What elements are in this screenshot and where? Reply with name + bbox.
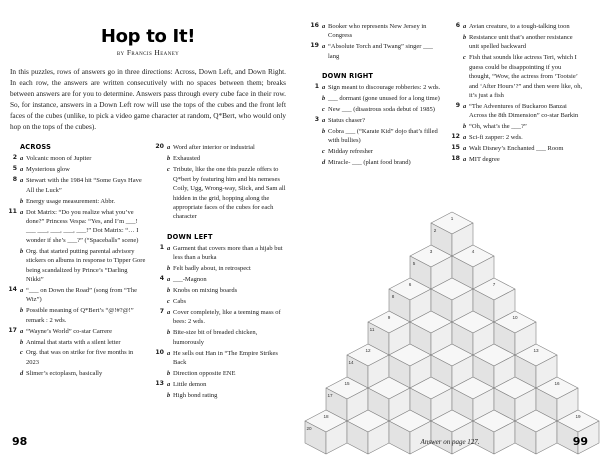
clue-letter: a: [463, 145, 467, 153]
clue-letter: c: [20, 349, 23, 357]
clue-number: [155, 391, 167, 400]
clue-letter: c: [322, 148, 325, 156]
clue-text: Mysterious glow: [26, 166, 70, 174]
clue-number: [155, 297, 167, 306]
clue-column-down-left: [155, 143, 287, 401]
clue-letter: a: [20, 286, 24, 294]
clue-text: Sign meant to discourage robberies: 2 wds.: [328, 84, 441, 92]
clue-letter: b: [167, 265, 171, 273]
intro-paragraph: In this puzzles, rows of answers go in three directions: Across, Down Left, and Down Right. In each row, the answers are written consecutively with no spaces between them; breaks between answers are for you to determine. Answers pass through every cube face in their row. So, for instance, answers in a Down Left row will use the tops of the cubes and the front left faces of the cubes (unlike, to pick a video game character at random, Q*Bert, who would only hop on the tops of the cubes).: [10, 67, 286, 132]
clue-item: [310, 94, 442, 103]
grid-cell-number: 20: [306, 426, 312, 431]
clue-list-down-right-col3: [310, 83, 442, 167]
clue-letter: a: [167, 349, 171, 357]
clue-letter: b: [167, 391, 171, 399]
clue-item: [8, 286, 146, 305]
clue-number: 14: [8, 285, 17, 293]
clue-number: [8, 369, 20, 378]
clue-number: [8, 306, 20, 325]
clue-text: Felt badly about, in retrospect: [173, 265, 251, 273]
clue-number: 17: [8, 326, 17, 334]
clue-item: [155, 165, 287, 222]
clue-text: “Oh, what’s the ___?”: [469, 123, 527, 131]
grid-cell-number: 9: [387, 315, 391, 320]
clue-item: [155, 349, 287, 368]
clue-number: 18: [451, 154, 460, 162]
clue-text: Sci-fi zapper: 2 wds.: [469, 134, 523, 142]
clue-text: Direction opposite ENE: [173, 369, 236, 377]
clue-text: Status chaser?: [328, 116, 366, 124]
clue-text: Possible meaning of Q*Bert’s “@!#?@!” remark : 2 wds.: [26, 307, 134, 324]
clue-item: [8, 208, 146, 246]
clue-item: [8, 369, 146, 378]
clue-item: [451, 122, 583, 131]
clue-column-down-right-b: [451, 22, 583, 166]
clue-number: 7: [159, 307, 164, 315]
clue-text: Org. that started putting parental advisory stickers on albums in response to Tipper Gore being scandalized by Prince’s “Darling Nikki”: [26, 247, 146, 284]
grid-cell-number: 16: [554, 381, 560, 386]
grid-cell-number: 3: [429, 249, 433, 254]
grid-cell-number: 17: [327, 393, 333, 398]
clue-text: ___ dormant (gone unused for a long time): [328, 95, 440, 103]
grid-cell-number: 18: [323, 414, 329, 419]
clue-text: Word after interior or industrial: [173, 144, 255, 152]
clue-letter: a: [20, 327, 24, 335]
clue-letter: b: [20, 247, 24, 255]
clue-text: Animal that starts with a silent letter: [26, 338, 121, 346]
clue-column-across: [8, 143, 146, 379]
clue-text: Resistance unit that’s another resistance unit spelled backward: [469, 33, 573, 51]
clue-letter: b: [167, 155, 171, 163]
clue-item: [8, 348, 146, 367]
clue-item: [8, 327, 146, 336]
clue-number: 4: [159, 275, 164, 283]
clue-item: [451, 53, 583, 100]
clue-letter: b: [463, 123, 467, 131]
clue-number: [8, 338, 20, 347]
clue-number: [310, 127, 322, 146]
byline: by Francis Heaney: [116, 48, 180, 57]
clue-text: Bite-size bit of breaded chicken, humorously: [173, 329, 258, 346]
clue-letter: a: [167, 308, 171, 316]
clue-number: 2: [12, 154, 17, 162]
grid-cell-number: 1: [450, 216, 454, 221]
clue-text: “Absolute Torch and Twang” singer ___ lang: [328, 43, 433, 60]
clue-text: He sells out Han in “The Empire Strikes Back: [173, 349, 278, 366]
clue-letter: a: [322, 116, 326, 124]
clue-text: Volcanic moon of Jupiter: [26, 155, 92, 163]
clue-number: 11: [8, 207, 17, 215]
clue-item: [155, 391, 287, 400]
clue-item: [155, 297, 287, 306]
clue-text: High bond rating: [173, 391, 218, 399]
clue-text: Energy usage measurement: Abbr.: [26, 197, 116, 205]
clue-item: [155, 308, 287, 327]
clue-list-across-col3: [310, 22, 442, 61]
clue-list-down-right-col4: [451, 22, 583, 164]
clue-letter: d: [322, 159, 326, 167]
clue-letter: b: [167, 287, 171, 295]
clue-number: [451, 53, 463, 100]
clue-number: 20: [155, 143, 164, 151]
grid-cell-number: 6: [408, 282, 412, 287]
clue-number: [310, 94, 322, 103]
grid-cell-number: 4: [471, 249, 475, 254]
grid-cell-number: 19: [575, 414, 581, 419]
grid-cell-number: 2: [433, 228, 437, 233]
clue-text: “The Adventures of Buckaroo Banzai Across the 8th Dimension” co-star Barkin: [469, 102, 579, 120]
clue-text: Stewart with the 1984 hit “Some Guys Have All the Luck”: [26, 177, 142, 194]
clue-text: “___ on Down the Road” (song from “The Wiz”): [26, 286, 138, 304]
clue-item: [8, 306, 146, 325]
clue-item: [8, 176, 146, 195]
clue-number: [451, 122, 463, 131]
clue-number: 13: [155, 379, 164, 387]
grid-cell-number: 5: [412, 261, 416, 266]
clue-item: [8, 154, 146, 163]
clue-letter: a: [167, 244, 171, 252]
section-heading-across: ACROSS: [20, 143, 52, 152]
clue-item: [451, 22, 583, 31]
clue-item: [8, 165, 146, 174]
clue-list-down-left: [155, 244, 287, 400]
clue-letter: b: [167, 369, 171, 377]
clue-number: 10: [155, 348, 164, 356]
clue-text: Garment that covers more than a hijab but less than a burka: [173, 244, 283, 262]
clue-text: Booker who represents New Jersey in Congress: [328, 23, 427, 40]
cube-grid-svg[interactable]: [306, 196, 598, 431]
clue-number: 15: [451, 144, 460, 152]
clue-item: [8, 338, 146, 347]
clue-column-down-right-a: [310, 22, 442, 169]
clue-number: [8, 348, 20, 367]
clue-number: [155, 286, 167, 295]
right-clue-columns: [310, 22, 592, 169]
clue-text: Cover completely, like a teeming mass of bees: 2 wds.: [173, 308, 281, 326]
clue-text: Avian creature, to a tough-talking toon: [469, 23, 570, 30]
grid-cell-number: 14: [348, 360, 354, 365]
right-page: [300, 0, 600, 460]
clue-item: [451, 133, 583, 142]
clue-number: 16: [310, 22, 319, 29]
clue-text: Miracle- ___ (plant food brand): [328, 159, 411, 167]
clue-number: [310, 158, 322, 167]
clue-item: [155, 154, 287, 163]
left-clue-columns: [8, 143, 288, 401]
puzzle-grid[interactable]: [306, 196, 598, 431]
clue-number: [8, 247, 20, 285]
clue-letter: b: [167, 329, 171, 337]
clue-text: Dot Matrix: “Do you realize what you’ve done?” Princess Vespa: “Yes, and I’m ___! ___ ___, ___, ___, ___!” Dot Matrix: “… I wonder if she’s ___?” (“Spaceballs” scene): [26, 208, 139, 244]
clue-text: Cobra ___ (“Karate Kid” dojo that’s filled with bullies): [328, 127, 438, 145]
clue-letter: b: [322, 95, 326, 103]
clue-item: [155, 275, 287, 284]
answer-note: Answer on page 127.: [420, 438, 480, 446]
clue-item: [310, 22, 442, 41]
clue-number: [155, 165, 167, 222]
clue-letter: b: [20, 338, 24, 346]
page-title: Hop to It!: [100, 26, 196, 47]
clue-letter: a: [20, 166, 24, 174]
clue-item: [8, 247, 146, 285]
section-heading-down-right: DOWN RIGHT: [322, 72, 374, 81]
clue-item: [8, 197, 146, 206]
clue-letter: a: [322, 43, 326, 51]
page-number-right: 99: [572, 435, 588, 448]
clue-number: [310, 147, 322, 156]
clue-number: [155, 264, 167, 273]
clue-letter: a: [167, 276, 171, 284]
grid-cell-number: 13: [533, 348, 539, 353]
clue-letter: a: [167, 380, 171, 388]
clue-letter: c: [322, 106, 325, 114]
clue-number: [155, 328, 167, 347]
grid-cell-number: 7: [492, 282, 496, 287]
clue-number: 9: [455, 101, 460, 109]
clue-item: [451, 144, 583, 153]
clue-letter: a: [463, 102, 467, 110]
clue-item: [310, 105, 442, 114]
clue-number: 1: [314, 83, 319, 91]
grid-cell-number: 15: [344, 381, 350, 386]
clue-number: [155, 369, 167, 378]
clue-item: [310, 147, 442, 156]
clue-text: ___-Magnon: [173, 276, 207, 284]
clue-letter: a: [20, 155, 24, 163]
clue-letter: c: [167, 297, 170, 305]
clue-item: [310, 116, 442, 125]
clue-text: Little demon: [173, 380, 207, 388]
clue-letter: b: [20, 307, 24, 315]
clue-item: [310, 42, 442, 61]
grid-cell-number: 12: [365, 348, 371, 353]
clue-text: Exhausted: [173, 155, 201, 163]
clue-item: [155, 369, 287, 378]
clue-item: [451, 155, 583, 164]
grid-cell-number: 8: [391, 294, 395, 299]
clue-text: Midday refresher: [328, 148, 373, 156]
clue-number: [8, 197, 20, 206]
clue-text: “Wayne’s World” co-star Carrere: [26, 327, 113, 335]
clue-text: New ___ (disastrous soda debut of 1985): [328, 106, 435, 114]
clue-letter: a: [463, 134, 467, 142]
clue-number: [155, 154, 167, 163]
page-number-left: 98: [12, 435, 28, 448]
clue-letter: b: [20, 197, 24, 205]
clue-letter: c: [463, 54, 466, 62]
clue-list-across-col2: [155, 143, 287, 221]
clue-text: Knobs on mixing boards: [173, 287, 238, 295]
clue-number: 5: [12, 165, 17, 173]
clue-item: [451, 33, 583, 52]
clue-item: [155, 143, 287, 152]
section-heading-down-left: DOWN LEFT: [167, 232, 213, 241]
clue-letter: a: [463, 155, 467, 163]
grid-cell-number: 11: [369, 327, 375, 332]
clue-letter: a: [20, 177, 24, 185]
clue-text: Tribute, like the one this puzzle offers to Q*bert by featuring him and his nemeses Coily, Ugg, Wrong-way, Slick, and Sam all hidden in the grid, hopping along the appropriate faces of the cubes for each character: [173, 166, 286, 221]
clue-text: MIT degree: [469, 155, 500, 163]
grid-cell-number: 10: [512, 315, 518, 320]
clue-number: 1: [159, 243, 164, 251]
clue-number: 12: [451, 133, 460, 141]
clue-number: 8: [12, 176, 17, 184]
clue-number: [310, 105, 322, 114]
clue-number: 19: [310, 42, 319, 50]
clue-number: [451, 33, 463, 52]
clue-letter: b: [322, 127, 326, 135]
clue-number: 3: [314, 115, 319, 123]
clue-text: Slimer’s ectoplasm, basically: [26, 369, 103, 377]
clue-item: [310, 83, 442, 92]
clue-text: Cabs: [173, 297, 186, 305]
clue-text: Org. that was on strike for five months in 2023: [26, 349, 134, 366]
clue-letter: a: [463, 23, 467, 30]
clue-item: [451, 102, 583, 121]
clue-letter: d: [20, 369, 24, 377]
clue-list-across-col1: [8, 154, 146, 378]
clue-letter: b: [463, 33, 467, 41]
clue-letter: a: [20, 208, 24, 216]
clue-item: [155, 264, 287, 273]
clue-letter: c: [167, 166, 170, 174]
clue-item: [310, 158, 442, 167]
clue-number: 6: [455, 22, 460, 29]
clue-letter: a: [322, 84, 326, 92]
clue-letter: a: [322, 23, 326, 30]
clue-text: Fish that sounds like actress Teri, which I guess could be disappointing if you thought, “Wow, the actress from ‘Tootsie’ and ‘After Hours’?” and then were like, oh, it’s just a fish: [469, 54, 583, 99]
clue-text: Walt Disney’s Enchanted ___ Room: [469, 145, 564, 153]
clue-item: [310, 127, 442, 146]
clue-item: [155, 286, 287, 295]
clue-item: [155, 244, 287, 263]
clue-item: [155, 380, 287, 389]
clue-item: [155, 328, 287, 347]
clue-letter: a: [167, 144, 171, 152]
